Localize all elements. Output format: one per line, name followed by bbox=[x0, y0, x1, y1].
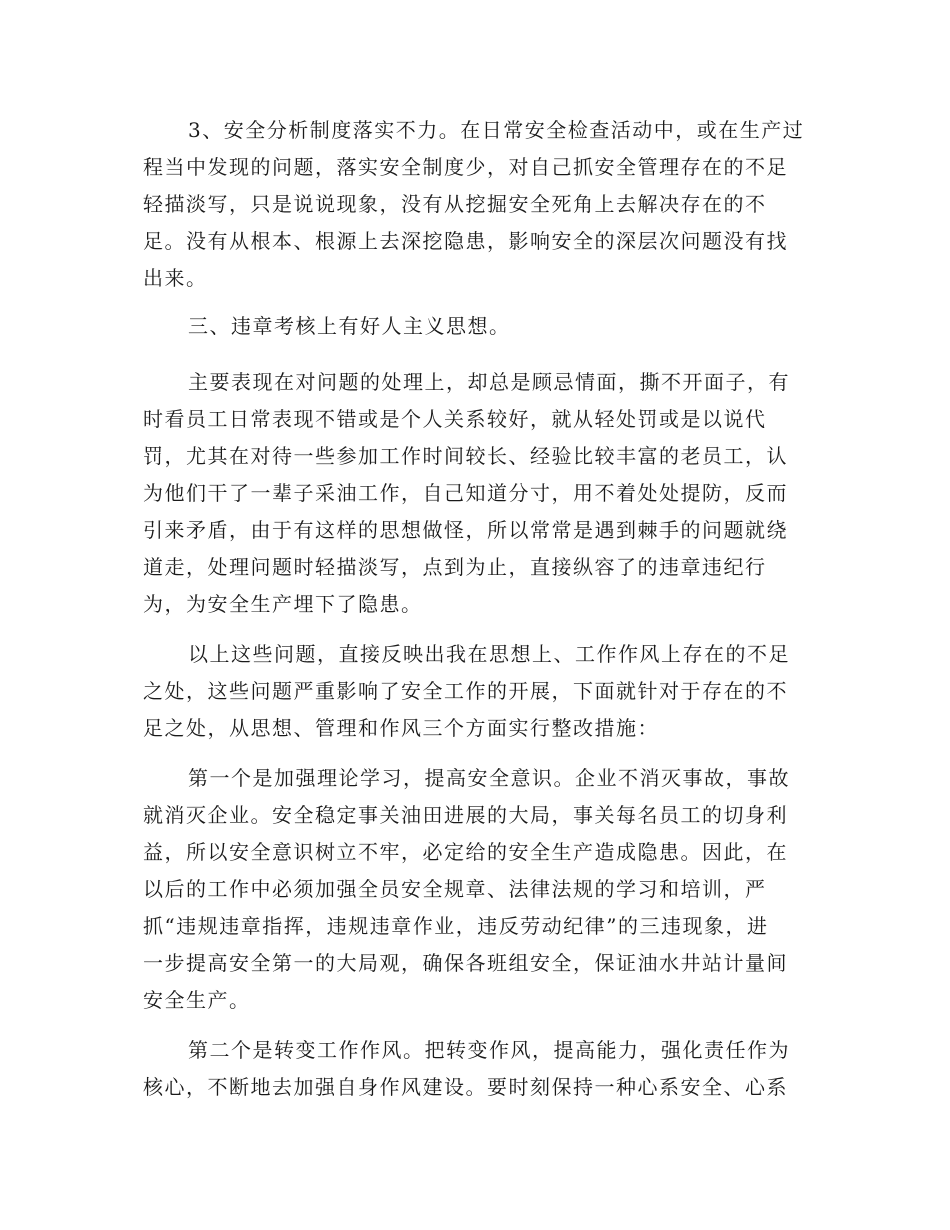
text-line: 引来矛盾，由于有这样的思想做怪，所以常常是遇到棘手的问题就绕 bbox=[143, 518, 788, 542]
text-line: 一步提高安全第一的大局观，确保各班组安全，保证油水井站计量间 bbox=[143, 951, 788, 975]
text-line: 为，为安全生产埋下了隐患。 bbox=[143, 592, 423, 616]
paragraph-5 bbox=[143, 760, 813, 1019]
text-line: 以后的工作中必须加强全员安全规章、法律法规的学习和培训，严 bbox=[143, 877, 767, 901]
text-line: 轻描淡写，只是说说现象，没有从挖掘安全死角上去解决存在的不 bbox=[143, 192, 767, 216]
text-line: 罚，尤其在对待一些参加工作时间较长、经验比较丰富的老员工，认 bbox=[143, 444, 788, 468]
text-line: 程当中发现的问题，落实安全制度少，对自己抓安全管理存在的不足 bbox=[143, 155, 788, 179]
text-line: 第一个是加强理论学习，提高安全意识。企业不消灭事故，事故 bbox=[188, 766, 790, 790]
section-heading: 三、违章考核上有好人主义思想。 bbox=[188, 314, 511, 338]
text-line: 为他们干了一辈子采油工作，自己知道分寸，用不着处处提防，反而 bbox=[143, 481, 788, 505]
text-line: 道走，处理问题时轻描淡写，点到为止，直接纵容了的违章违纪行 bbox=[143, 555, 767, 579]
paragraph-3 bbox=[143, 364, 813, 623]
text-line: 抓“违规违章指挥，违规违章作业，违反劳动纪律”的三违现象，进 bbox=[143, 914, 769, 938]
text-line: 以上这些问题，直接反映出我在思想上、工作作风上存在的不足 bbox=[188, 642, 790, 666]
paragraph-2-heading bbox=[143, 308, 813, 345]
text-line: 出来。 bbox=[143, 266, 208, 290]
text-line: 时看员工日常表现不错或是个人关系较好，就从轻处罚或是以说代 bbox=[143, 407, 767, 431]
paragraph-6 bbox=[143, 1032, 813, 1106]
paragraph-1 bbox=[143, 112, 813, 297]
text-line: 主要表现在对问题的处理上，却总是顾忌情面，撕不开面子，有 bbox=[188, 370, 790, 394]
text-line: 第二个是转变工作作风。把转变作风，提高能力，强化责任作为 bbox=[188, 1038, 790, 1062]
text-line: 3、安全分析制度落实不力。在日常安全检查活动中，或在生产过 bbox=[188, 118, 805, 142]
paragraph-4 bbox=[143, 636, 813, 747]
text-line: 益，所以安全意识树立不牢，必定给的安全生产造成隐患。因此，在 bbox=[143, 840, 788, 864]
text-line: 核心，不断地去加强自身作风建设。要时刻保持一种心系安全、心系 bbox=[143, 1075, 788, 1099]
text-line: 足。没有从根本、根源上去深挖隐患，影响安全的深层次问题没有找 bbox=[143, 229, 788, 253]
text-line: 就消灭企业。安全稳定事关油田进展的大局，事关每名员工的切身利 bbox=[143, 803, 788, 827]
text-line: 之处，这些问题严重影响了安全工作的开展，下面就针对于存在的不 bbox=[143, 679, 788, 703]
text-line: 足之处，从思想、管理和作风三个方面实行整改措施： bbox=[143, 716, 659, 740]
text-line: 安全生产。 bbox=[143, 988, 251, 1012]
